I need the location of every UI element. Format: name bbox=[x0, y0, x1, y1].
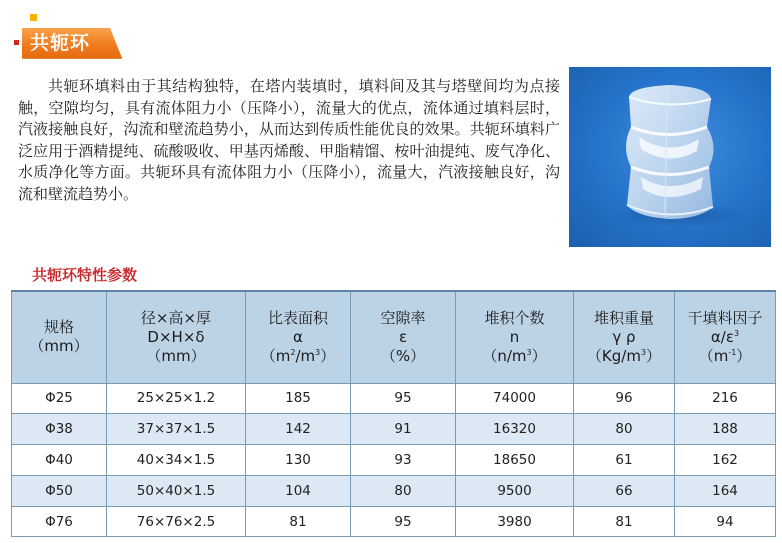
cell-surface-area: 81 bbox=[246, 506, 351, 537]
table-row bbox=[12, 414, 776, 445]
conjugate-ring-icon bbox=[569, 67, 771, 247]
cell-surface-area: 130 bbox=[246, 445, 351, 476]
cell-pile-weight: 61 bbox=[574, 445, 675, 476]
cell-spec: Φ38 bbox=[12, 414, 107, 445]
cell-surface-area: 185 bbox=[246, 383, 351, 414]
table-row bbox=[12, 445, 776, 476]
cell-spec: Φ25 bbox=[12, 383, 107, 414]
cell-void-ratio: 80 bbox=[351, 475, 456, 506]
section-title: 共轭环 bbox=[30, 32, 91, 54]
cell-void-ratio: 95 bbox=[351, 383, 456, 414]
header-surface-area: 比表面积 α $(m^2/m^3)$ bbox=[246, 291, 351, 383]
section-title-block bbox=[8, 14, 123, 64]
intro-paragraph: 共轭环填料由于其结构独特，在塔内装填时，填料间及其与塔壁间均为点接触，空隙均匀，具有流体阻力小（压降小），流量大的优点，流体通过填料层时，汽液接触良好，沟流和壁流趋势小，从而达到传质性能优良的效果。共轭环填料广泛应用于酒精提纯、硫酸吸收、甲基丙烯酸、甲脂精馏、桉叶油提纯、废气净化、水质净化等方面。共轭环具有流体阻力小（压降小），流量大，汽液接触良好，沟流和壁流趋势小。 bbox=[18, 77, 560, 203]
table-row bbox=[12, 383, 776, 414]
cell-pile-count: 3980 bbox=[456, 506, 574, 537]
table-title: 共轭环特性参数 bbox=[32, 266, 138, 284]
cell-packing-factor: 216 bbox=[675, 383, 776, 414]
cell-packing-factor: 94 bbox=[675, 506, 776, 537]
cell-packing-factor: 188 bbox=[675, 414, 776, 445]
table-row bbox=[12, 475, 776, 506]
spec-table bbox=[11, 290, 776, 537]
cell-dimensions: 40×34×1.5 bbox=[107, 445, 246, 476]
product-photo bbox=[569, 67, 771, 247]
cell-dimensions: 76×76×2.5 bbox=[107, 506, 246, 537]
cell-dimensions: 37×37×1.5 bbox=[107, 414, 246, 445]
cell-dimensions: 50×40×1.5 bbox=[107, 475, 246, 506]
cell-void-ratio: 95 bbox=[351, 506, 456, 537]
section-title-underline bbox=[22, 58, 122, 59]
header-dimensions: 径×高×厚 D×H×δ （mm） bbox=[107, 291, 246, 383]
cell-surface-area: 104 bbox=[246, 475, 351, 506]
cell-void-ratio: 93 bbox=[351, 445, 456, 476]
table-row bbox=[12, 506, 776, 537]
header-pile-weight: 堆积重量 γ ρ $(Kg/m^3)$ bbox=[574, 291, 675, 383]
header-spec: 规格 （mm） bbox=[12, 291, 107, 383]
header-pile-count: 堆积个数 n $(n/m^3)$ bbox=[456, 291, 574, 383]
cell-pile-weight: 96 bbox=[574, 383, 675, 414]
decor-square-red bbox=[14, 40, 19, 45]
cell-pile-weight: 81 bbox=[574, 506, 675, 537]
cell-pile-count: 9500 bbox=[456, 475, 574, 506]
cell-packing-factor: 164 bbox=[675, 475, 776, 506]
table-header-row bbox=[12, 291, 776, 383]
decor-square-yellow bbox=[30, 14, 37, 21]
cell-spec: Φ76 bbox=[12, 506, 107, 537]
cell-void-ratio: 91 bbox=[351, 414, 456, 445]
cell-spec: Φ50 bbox=[12, 475, 107, 506]
cell-surface-area: 142 bbox=[246, 414, 351, 445]
cell-packing-factor: 162 bbox=[675, 445, 776, 476]
cell-pile-weight: 66 bbox=[574, 475, 675, 506]
header-packing-factor: 干填料因子 $\alpha/\varepsilon^3$ $(m^{-1})$ bbox=[675, 291, 776, 383]
cell-pile-count: 18650 bbox=[456, 445, 574, 476]
cell-pile-count: 74000 bbox=[456, 383, 574, 414]
cell-spec: Φ40 bbox=[12, 445, 107, 476]
cell-pile-count: 16320 bbox=[456, 414, 574, 445]
cell-pile-weight: 80 bbox=[574, 414, 675, 445]
cell-dimensions: 25×25×1.2 bbox=[107, 383, 246, 414]
header-void-ratio: 空隙率 ε （%） bbox=[351, 291, 456, 383]
